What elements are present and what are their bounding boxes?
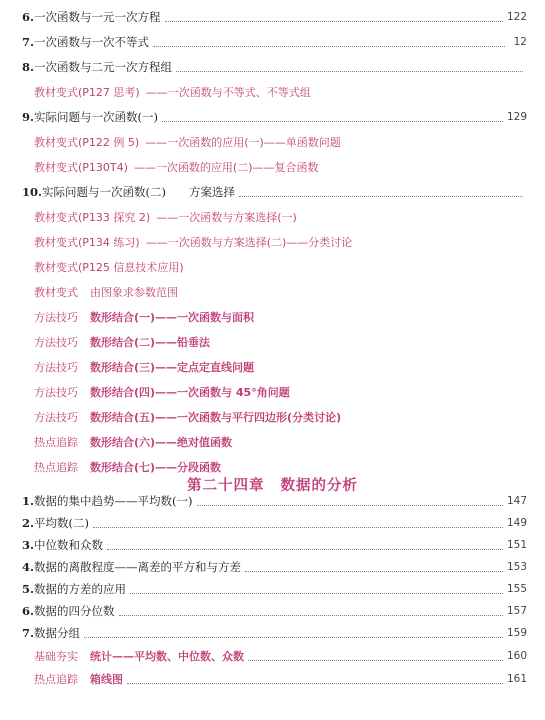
entry-number: 3.	[22, 538, 35, 552]
entry-reference: (P130T4)	[78, 160, 128, 174]
entry-reference: (P127 思考)	[78, 86, 140, 99]
entry-page-number: 153	[506, 561, 527, 573]
dot-leader	[162, 121, 503, 122]
entry-tag: 热点追踪	[34, 436, 78, 449]
toc-entry[interactable]	[34, 83, 527, 101]
entry-reference: (P122 例 5)	[78, 136, 140, 149]
entry-number: 6.	[22, 10, 35, 24]
entry-tag: 教材变式	[34, 286, 78, 299]
entry-page-number: 149	[506, 517, 527, 529]
entry-number: 6.	[22, 604, 35, 618]
entry-page-number: 147	[506, 495, 527, 507]
entry-tag: 热点追踪	[34, 461, 78, 474]
entry-number: 1.	[22, 494, 35, 508]
toc-entry[interactable]	[34, 433, 527, 451]
entry-subtitle: 由图象求参数范围	[90, 286, 178, 299]
entry-subtitle: 数形结合(七)——分段函数	[90, 461, 222, 474]
dot-leader	[239, 196, 523, 197]
entry-page-number: 161	[506, 673, 527, 685]
entry-number: 5.	[22, 582, 35, 596]
entry-subtitle: ——一次函数的应用(二)——复合函数	[133, 161, 319, 174]
toc-entry[interactable]	[34, 670, 527, 688]
entry-page-number: 151	[506, 539, 527, 551]
toc-entry[interactable]	[22, 108, 527, 126]
entry-reference: (P125 信息技术应用)	[78, 261, 184, 274]
entry-subtitle: 箱线图	[90, 673, 123, 686]
dot-leader	[107, 549, 503, 550]
dot-leader	[127, 683, 503, 684]
entry-tag: 基础夯实	[34, 650, 78, 663]
entry-subtitle: 数形结合(一)——一次函数与面积	[90, 311, 255, 324]
toc-entry[interactable]	[34, 383, 527, 401]
entry-page-number: 155	[506, 583, 527, 595]
entry-page-number: 160	[506, 650, 527, 662]
entry-tag: 热点追踪	[34, 673, 78, 686]
dot-leader	[130, 593, 503, 594]
entry-reference: (P133 探究 2)	[78, 211, 151, 224]
entry-subtitle: ——一次函数与方案选择(一)	[156, 211, 297, 224]
entry-subtitle: ——一次函数与方案选择(二)——分类讨论	[145, 236, 353, 249]
chapter-heading	[0, 474, 545, 495]
entry-page-number: 122	[506, 11, 527, 23]
toc-entry[interactable]	[22, 514, 527, 532]
toc-entry[interactable]	[34, 647, 527, 665]
entry-subtitle: 数形结合(三)——定点定直线问题	[90, 361, 255, 374]
entry-title: 一次函数与一元一次方程	[34, 10, 161, 24]
entry-tag: 教材变式	[34, 211, 78, 224]
entry-tag: 方法技巧	[34, 411, 78, 424]
toc-entry[interactable]	[34, 233, 527, 251]
toc-entry[interactable]	[22, 33, 527, 51]
dot-leader	[153, 46, 505, 47]
toc-entry[interactable]	[22, 536, 527, 554]
entry-tag: 方法技巧	[34, 386, 78, 399]
toc-entry[interactable]	[22, 183, 527, 201]
dot-leader	[197, 505, 503, 506]
dot-leader	[93, 527, 503, 528]
entry-title: 平均数(二)	[34, 516, 89, 530]
toc-entry[interactable]	[34, 358, 527, 376]
entry-subtitle: 数形结合(五)——一次函数与平行四边形(分类讨论)	[90, 411, 342, 424]
entry-tag: 教材变式	[34, 236, 78, 249]
entry-title: 中位数和众数	[34, 538, 104, 552]
toc-entry[interactable]	[22, 624, 527, 642]
entry-number: 7.	[22, 626, 35, 640]
entry-number: 2.	[22, 516, 35, 530]
entry-number: 7.	[22, 35, 35, 49]
dot-leader	[119, 615, 503, 616]
chapter-number: 第二十四章	[187, 478, 265, 494]
toc-entry[interactable]	[34, 283, 527, 301]
toc-entry[interactable]	[22, 8, 527, 26]
entry-reference: (P134 练习)	[78, 236, 140, 249]
entry-tag: 方法技巧	[34, 311, 78, 324]
dot-leader	[245, 571, 503, 572]
entry-subtitle: 数形结合(二)——铅垂法	[90, 336, 211, 349]
entry-title: 数据的集中趋势——平均数(一)	[34, 494, 193, 508]
dot-leader	[84, 637, 503, 638]
entry-subtitle: ——一次函数与不等式、不等式组	[145, 86, 311, 99]
entry-title: 实际问题与一次函数(二) 方案选择	[42, 185, 235, 199]
dot-leader	[176, 71, 523, 72]
entry-number: 10.	[22, 185, 43, 199]
entry-title: 数据的离散程度——离差的平方和与方差	[34, 560, 242, 574]
toc-entry[interactable]	[34, 308, 527, 326]
entry-number: 4.	[22, 560, 35, 574]
toc-entry[interactable]	[34, 333, 527, 351]
chapter-title: 数据的分析	[280, 478, 358, 494]
entry-tag: 方法技巧	[34, 361, 78, 374]
toc-entry[interactable]	[34, 258, 527, 276]
entry-tag: 教材变式	[34, 86, 78, 99]
entry-title: 一次函数与一次不等式	[34, 35, 150, 49]
toc-entry[interactable]	[22, 558, 527, 576]
entry-number: 9.	[22, 110, 35, 124]
toc-entry[interactable]	[22, 602, 527, 620]
entry-title: 数据分组	[34, 626, 81, 640]
toc-entry[interactable]	[34, 158, 527, 176]
entry-title: 一次函数与二元一次方程组	[34, 60, 173, 74]
toc-entry[interactable]	[22, 580, 527, 598]
entry-number: 8.	[22, 60, 35, 74]
toc-entry[interactable]	[34, 408, 527, 426]
entry-page-number: 12	[513, 36, 527, 48]
toc-entry[interactable]	[22, 58, 527, 76]
entry-title: 数据的方差的应用	[34, 582, 127, 596]
entry-subtitle: ——一次函数的应用(一)——单函数问题	[145, 136, 341, 149]
entry-tag: 教材变式	[34, 261, 78, 274]
dot-leader	[165, 21, 503, 22]
entry-subtitle: 数形结合(六)——绝对值函数	[90, 436, 233, 449]
entry-subtitle: 统计——平均数、中位数、众数	[90, 650, 244, 663]
entry-tag: 方法技巧	[34, 336, 78, 349]
entry-page-number: 157	[506, 605, 527, 617]
entry-page-number: 159	[506, 627, 527, 639]
entry-tag: 教材变式	[34, 161, 78, 174]
toc-entry[interactable]	[34, 133, 527, 151]
entry-tag: 教材变式	[34, 136, 78, 149]
entry-title: 数据的四分位数	[34, 604, 115, 618]
entry-title: 实际问题与一次函数(一)	[34, 110, 158, 124]
dot-leader	[248, 660, 503, 661]
entry-page-number: 129	[506, 111, 527, 123]
toc-entry[interactable]	[34, 208, 527, 226]
entry-subtitle: 数形结合(四)——一次函数与 45°角问题	[90, 386, 290, 399]
